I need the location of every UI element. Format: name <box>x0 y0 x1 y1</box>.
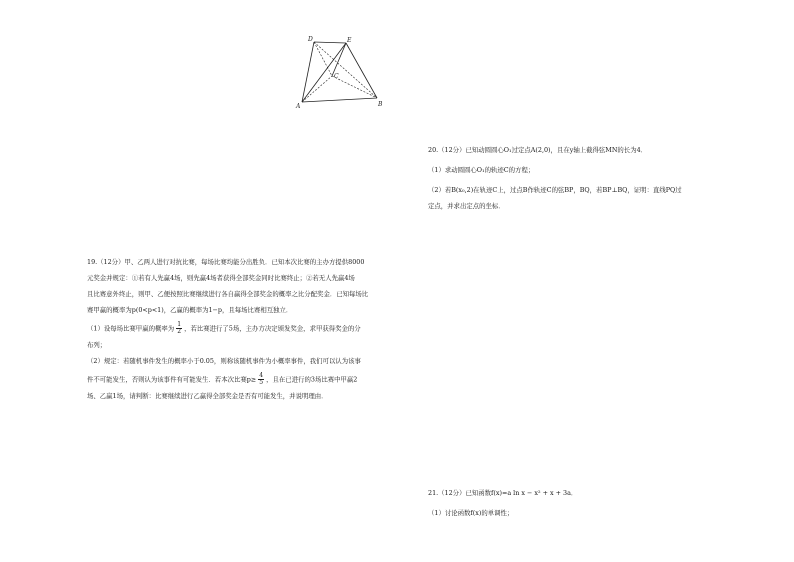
q19-part1-pre: （1）设每场比赛甲赢的概率为 <box>87 324 175 333</box>
q21-line-1: 21.（12分）已知函数f(x)=a ln x − x² + x + 3a． <box>428 489 578 497</box>
edge-CB-dashed <box>332 76 377 98</box>
label-A: A <box>296 103 301 110</box>
edge-EB <box>346 43 377 98</box>
q19-line-4: 赛甲赢的概率为p(0<p<1)，乙赢的概率为1−p，且每场比赛相互独立． <box>87 306 293 314</box>
fraction-denominator: 5 <box>259 379 264 386</box>
question-20 <box>428 146 682 210</box>
edge-AB <box>302 98 377 102</box>
q20-line-4: 定点，并求出定点的坐标． <box>428 202 505 210</box>
label-E: E <box>347 37 352 44</box>
q19-part-2-line-2 <box>87 373 368 386</box>
q20-line-2: （1）求动圆圆心O₁的轨迹C的方程； <box>428 166 535 174</box>
edge-DC-dashed <box>314 42 332 76</box>
q19-part-2-line-1: （2）规定：若随机事件发生的概率小于0.05，则称该随机事件为小概率事件，我们可以认为该事 <box>87 357 361 365</box>
fraction-one-half <box>176 322 182 335</box>
label-C: C <box>334 73 339 80</box>
q19-line-1: 19.（12分）甲、乙两人进行对抗比赛，每场比赛均能分出胜负．已知本次比赛的主办方提供8000 <box>87 258 365 266</box>
q20-line-1: 20.（12分）已知动圆圆心O₁过定点A(2,0)，且在y轴上截得弦MN的长为4． <box>428 146 648 154</box>
fraction-numerator: 1 <box>177 321 182 328</box>
question-21 <box>428 489 577 517</box>
q19-part-1-line-2: 布列； <box>87 341 107 349</box>
fraction-four-fifths <box>258 373 264 386</box>
q19-part1-post: ，若比赛进行了5场，主办方决定颁发奖金，求甲获得奖金的分 <box>184 324 361 333</box>
fraction-numerator: 4 <box>259 372 264 379</box>
q19-part2-post: ，且在已进行的3场比赛中甲赢2 <box>266 375 358 384</box>
q19-part2-pre: 件不可能发生，否则认为该事件有可能发生．若本次比赛p≥ <box>87 375 257 384</box>
label-B: B <box>378 101 383 108</box>
q19-part-2-line-3: 场、乙赢1场，请判断：比赛继续进行乙赢得全部奖金是否有可能发生，并说明理由． <box>87 392 328 400</box>
edge-DA <box>302 42 314 102</box>
q19-line-3: 且比赛意外终止，则甲、乙便按照比赛继续进行各自赢得全部奖金的概率之比分配奖金．已知每场比 <box>87 290 369 298</box>
edge-DB-dashed <box>314 42 377 98</box>
q20-line-3: （2）若B(x₀,2)在轨迹C上，过点B作轨迹C的弦BP，BQ，若BP⊥BQ，证明：直线PQ过 <box>428 186 682 194</box>
q19-part-1 <box>87 322 368 335</box>
edge-EA <box>302 43 346 102</box>
fraction-denominator: 2 <box>177 328 182 335</box>
geometry-figure <box>292 32 388 112</box>
question-19 <box>87 258 368 400</box>
label-D: D <box>308 36 313 43</box>
edge-DE <box>314 42 346 43</box>
q19-line-2: 元奖金并规定：①若有人先赢4场，则先赢4场者获得全部奖金同时比赛终止；②若无人先赢4场 <box>87 274 355 282</box>
q21-line-2: （1）讨论函数f(x)的单调性； <box>428 509 514 517</box>
